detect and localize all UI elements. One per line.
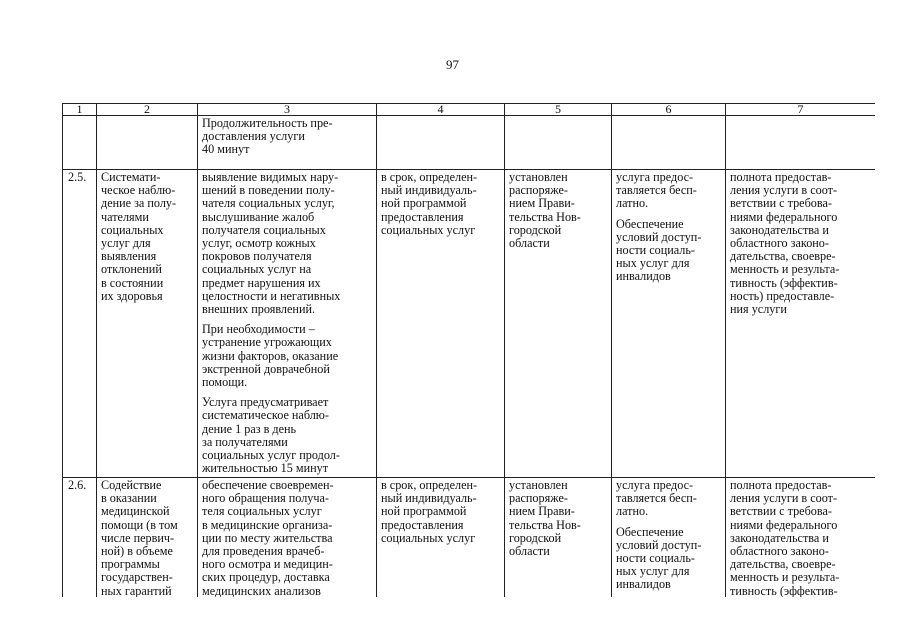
text-line: Услуга предусматривает [202,395,329,410]
text-line: ной программой [381,196,467,211]
text-line: Содействие [101,478,162,492]
text-line: нием Прави- [509,504,575,519]
text-line: нием Прави- [509,196,575,211]
table-row [63,478,876,598]
text-line: условий доступ- [616,229,702,244]
text-line: в медицинские организа- [202,517,333,532]
text-line: чателя социальных услуг, [202,196,335,211]
text-line: услуга предос- [616,170,694,184]
text-line: ниями федерального [730,517,838,532]
text-line: предоставления [381,209,464,224]
text-line: социальных услуг продол- [202,448,340,463]
service-quality-cell [726,478,876,598]
column-number-row [63,104,876,116]
service-term-cell [377,170,505,478]
text-line: При необходимости – [202,322,315,337]
service-basis-cell [505,170,612,478]
text-line: предоставления [381,517,464,532]
column-number: 5 [505,104,612,116]
text-line: в срок, определен- [381,478,478,492]
service-cost-cell [612,116,726,170]
text-line: жительностью 15 минут [202,461,329,476]
text-line: условий доступ- [616,537,702,552]
text-line: городской [509,222,562,237]
text-line: менность и результа- [730,570,840,585]
text-line: ветствии с требова- [730,196,832,211]
text-line: за получателями [202,434,288,449]
text-line: дение 1 раз в день [202,421,297,436]
text-line: тавляется бесп- [616,183,697,198]
service-quality-cell [726,170,876,478]
text-line: области [509,236,550,251]
text-line: внешних проявлений. [202,302,316,317]
text-line: 40 минут [202,142,250,157]
text-line: числе первич- [101,530,175,545]
text-line: ветствии с требова- [730,504,832,519]
text-line: полнота предостав- [730,170,832,184]
text-line: Системати- [101,170,161,184]
text-line: менность и результа- [730,262,840,277]
text-line: их здоровья [101,288,163,303]
text-line: отклонений [101,262,162,277]
text-line: выявления [101,249,157,264]
text-line: ной) в объеме [101,544,173,559]
service-term-cell [377,116,505,170]
service-term-cell [377,478,505,598]
text-line: ции по месту жительства [202,530,333,545]
text-line: обеспечение своевремен- [202,478,334,492]
text-line: дение за полу- [101,196,177,211]
text-line: ности социаль- [616,243,695,258]
text-line: устранение угрожающих [202,335,332,350]
service-quality-cell [726,116,876,170]
text-line: ния услуги [730,302,787,317]
column-number: 6 [612,104,726,116]
table-row [63,170,876,478]
text-line: установлен [509,170,568,184]
service-name-cell [97,478,198,598]
text-line: инвалидов [616,269,671,284]
text-line: ной программой [381,504,467,519]
text-line: доставления услуги [202,129,305,144]
text-line: социальных услуг [381,222,476,237]
text-line: чателями [101,209,149,224]
text-line: Продолжительность пре- [202,116,333,130]
text-line: помощи. [202,375,248,390]
text-line: целостности и негативных [202,288,341,303]
row-number-cell: 2.6. [63,478,97,598]
service-cost-cell [612,170,726,478]
text-line: ческое наблю- [101,183,176,198]
text-line: латно. [616,504,649,519]
text-line: ления услуги в соот- [730,491,838,506]
text-line: для проведения врачеб- [202,544,325,559]
text-line: тельства Нов- [509,209,581,224]
text-line: распоряже- [509,183,568,198]
text-line: в оказании [101,491,157,506]
text-line: жизни факторов, оказание [202,348,339,363]
row-number-cell [63,116,97,170]
text-line: ный индивидуаль- [381,183,477,198]
text-line: Обеспечение [616,524,684,539]
column-number: 7 [726,104,876,116]
text-line: помощи (в том [101,517,178,532]
text-line: услуг, осмотр кожных [202,236,316,251]
service-basis-cell [505,478,612,598]
services-table [62,103,875,597]
text-line: инвалидов [616,577,671,592]
text-line: ность) предоставле- [730,288,835,303]
service-content-cell [198,116,377,170]
text-line: социальных услуг на [202,262,312,277]
text-line: тивность (эффектив- [730,275,838,290]
service-basis-cell [505,116,612,170]
text-line: государствен- [101,570,173,585]
text-line: тельства Нов- [509,517,581,532]
column-number: 2 [97,104,198,116]
text-line: латно. [616,196,649,211]
text-line: шений в поведении полу- [202,183,335,198]
text-line: в состоянии [101,275,164,290]
text-line: медицинской [101,504,170,519]
text-line: в срок, определен- [381,170,478,184]
row-number-cell: 2.5. [63,170,97,478]
text-line: теля социальных услуг [202,504,322,519]
text-line: области [509,544,550,559]
text-line: программы [101,557,160,572]
text-line: законодательства и [730,530,829,545]
text-line: распоряже- [509,491,568,506]
text-line: систематическое наблю- [202,408,329,423]
text-line: ных услуг для [616,564,690,579]
text-line: областного законо- [730,236,829,251]
column-number: 4 [377,104,505,116]
text-line: тивность (эффектив- [730,583,838,597]
text-line: ности социаль- [616,551,695,566]
text-line: законодательства и [730,222,829,237]
text-line: покровов получателя [202,249,312,264]
text-line: ных услуг для [616,256,690,271]
services-table-container [62,103,875,597]
text-line: медицинских анализов [202,583,321,597]
text-line: экстренной доврачебной [202,361,330,376]
text-line: ниями федерального [730,209,838,224]
text-line: ских процедур, доставка [202,570,330,585]
table-row [63,116,876,170]
text-line: предмет нарушения их [202,275,321,290]
text-line: дательства, своевре- [730,249,836,264]
text-line: услуг для [101,236,151,251]
text-line: услуга предос- [616,478,694,492]
text-line: областного законо- [730,544,829,559]
text-line: ных гарантий [101,583,172,597]
text-line: выявление видимых нару- [202,170,339,184]
text-line: выслушивание жалоб [202,209,315,224]
text-line: ный индивидуаль- [381,491,477,506]
text-line: дательства, своевре- [730,557,836,572]
text-line: социальных [101,222,164,237]
text-line: получателя социальных [202,222,326,237]
text-line: ного обращения получа- [202,491,329,506]
page-number: 97 [446,57,459,72]
text-line: социальных услуг [381,530,476,545]
text-line: тавляется бесп- [616,491,697,506]
service-content-cell [198,478,377,598]
service-name-cell [97,170,198,478]
service-content-cell [198,170,377,478]
text-line: ления услуги в соот- [730,183,838,198]
text-line: ного осмотра и медицин- [202,557,333,572]
text-line: полнота предостав- [730,478,832,492]
column-number: 1 [63,104,97,116]
column-number: 3 [198,104,377,116]
text-line: Обеспечение [616,216,684,231]
text-line: городской [509,530,562,545]
service-name-cell [97,116,198,170]
text-line: установлен [509,478,568,492]
service-cost-cell [612,478,726,598]
